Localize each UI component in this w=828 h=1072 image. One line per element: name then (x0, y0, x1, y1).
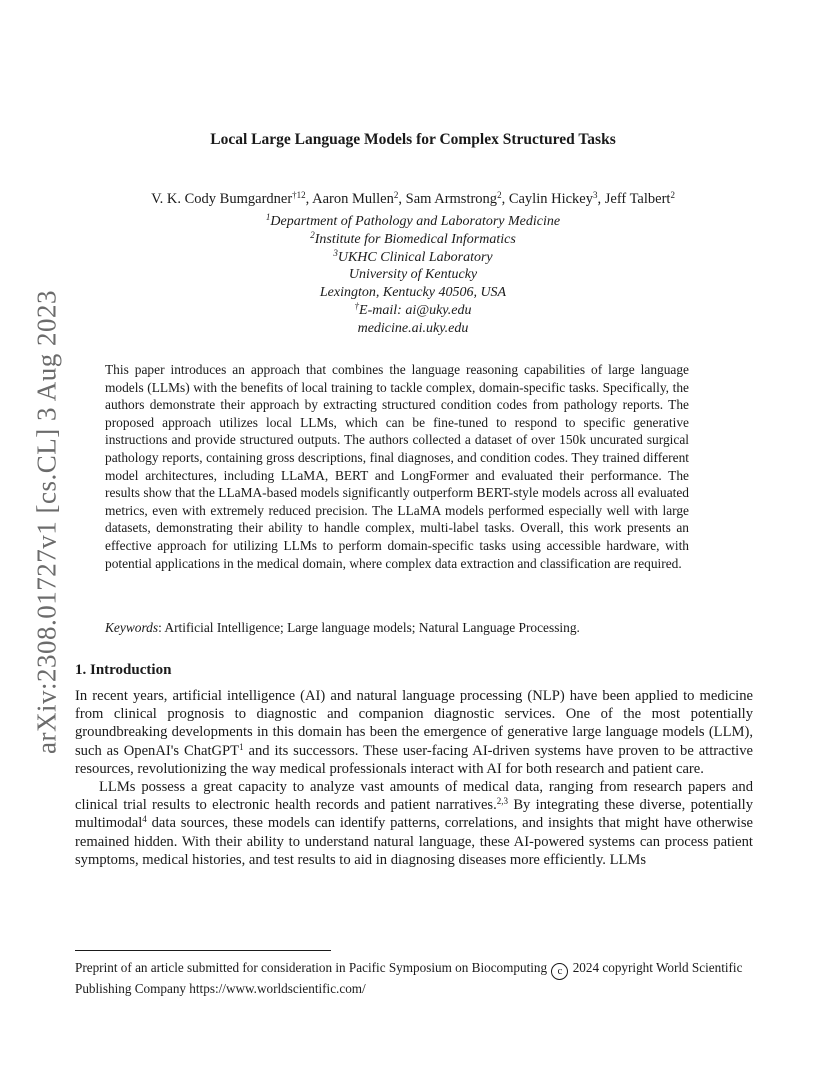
paper-title: Local Large Language Models for Complex Structured Tasks (210, 131, 616, 148)
author: V. K. Cody Bumgardner$^{\dagger 12}$ (151, 190, 306, 207)
footnote: Preprint of an article submitted for consideration in Pacific Symposium on Biocomputing c 2024 copyright World Scientific Publishing Company https://www.worldscientific.com/ (75, 960, 743, 996)
affiliation-line: $^2$Institute for Biomedical Informatics (310, 229, 516, 247)
body-text (75, 687, 753, 869)
citation-ref[interactable]: 4 (142, 814, 147, 825)
author: Sam Armstrong$^2$ (405, 190, 502, 207)
author: Jeff Talbert$^2$ (604, 190, 675, 207)
keywords-text: : Artificial Intelligence; Large language models; Natural Language Processing. (158, 620, 580, 635)
affiliation-line: Lexington, Kentucky 40506, USA (319, 285, 507, 301)
copyright-icon: c (551, 963, 568, 980)
citation-ref[interactable]: 1 (239, 741, 244, 752)
arxiv-identifier: arXiv:2308.01727v1 [cs.CL] 3 Aug 2023 (31, 290, 62, 754)
affiliations (75, 213, 751, 338)
author-list: V. K. Cody Bumgardner$^{\dagger 12}$, Aaron Mullen$^2$, Sam Armstrong$^2$, Caylin Hickey$^3$, Jeff Talbert$^2$ (151, 190, 675, 207)
affiliation-line: University of Kentucky (348, 267, 478, 283)
citation-ref[interactable]: 2,3 (496, 796, 509, 807)
paragraph: LLMs possess a great capacity to analyze vast amounts of medical data, ranging from research papers and clinical trial results to electronic health records and patient narratives.$^{2,3}$ By integrating these diverse, potentially multimodal$^4$ data sources, these models can identify patterns, correlations, and insights that might have otherwise remained hidden. With their ability to understand natural language, these AI-powered systems can process patient symptoms, medical histories, and test results to aid in diagnosing diseases more efficiently. LLMs (75, 779, 753, 868)
author: Caylin Hickey$^3$ (508, 190, 598, 207)
affiliation-line: $^3$UKHC Clinical Laboratory (333, 247, 493, 265)
keywords-label: Keywords (105, 620, 159, 635)
paragraph: In recent years, artificial intelligence (AI) and natural language processing (NLP) have been applied to medicine from clinical prognosis to diagnostic and companion diagnostic services. One of the most potentially groundbreaking developments in this domain has been the emergence of generative large language models (LLM), such as OpenAI's ChatGPT$^1$ and its successors. These user-facing AI-driven systems have proven to be attractive resources, revolutionizing the way medical professionals interact with AI for both research and patient care. (75, 688, 753, 777)
abstract: This paper introduces an approach that combines the language reasoning capabilities of large language models (LLMs) with the benefits of local training to tackle complex, domain-specific tasks. Specifically, the authors demonstrate their approach by extracting structured condition codes from pathology reports. The proposed approach utilizes local LLMs, which can be fine-tuned to respond to specific generative instructions and provide structured outputs. The authors collected a dataset of over 150k uncurated surgical pathology reports, containing gross descriptions, final diagnoses, and condition codes. They trained different model architectures, including LLaMA, BERT and LongFormer and evaluated their performance. The results show that the LLaMA-based models significantly outperform BERT-style models across all evaluated metrics, even with extremely reduced precision. The LLaMA models performed especially well with large datasets, demonstrating their ability to handle complex, multi-label tasks. Overall, this work presents an effective approach for utilizing LLMs to perform domain-specific tasks using accessible hardware, with potential applications in the medical domain, where complex data extraction and classification are required. (105, 362, 689, 571)
section-heading: 1. Introduction (75, 662, 172, 678)
footnote-rule (75, 950, 331, 951)
author: Aaron Mullen$^2$ (312, 190, 399, 207)
affiliation-line: $^1$Department of Pathology and Laboratory Medicine (265, 212, 561, 229)
keywords (105, 619, 689, 637)
website-link[interactable]: medicine.ai.uky.edu (357, 320, 469, 336)
contact-email[interactable]: †E-mail: ai@uky.edu (354, 300, 472, 318)
